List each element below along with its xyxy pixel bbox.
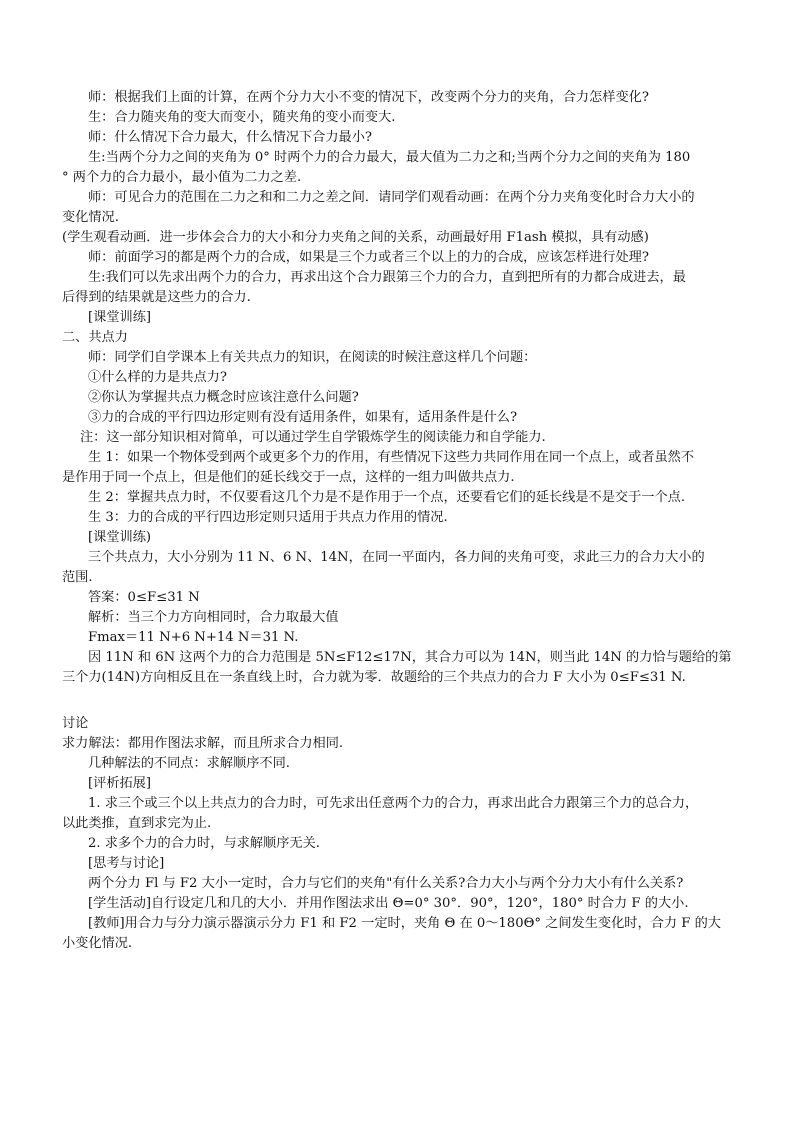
text-line: ③力的合成的平行四边形定则有没有适用条件，如果有，适用条件是什么? bbox=[88, 410, 518, 425]
text-line: [评析拓展] bbox=[88, 776, 152, 791]
text-line: 解析：当三个力方向相同时，合力取最大值 bbox=[88, 610, 339, 625]
text-line: 三个共点力，大小分别为 11 N、6 N、14N，在同一平面内，各力间的夹角可变，求此三力的合力大小的 bbox=[88, 550, 705, 565]
text-line: 后得到的结果就是这些力的合力. bbox=[62, 290, 251, 305]
text-line: [课堂训练) bbox=[88, 530, 152, 545]
text-line: Fmax＝11 N+6 N+14 N＝31 N. bbox=[88, 630, 299, 645]
text-line: 讨论 bbox=[62, 716, 89, 731]
text-line: ②你认为掌握共点力概念时应该注意什么问题? bbox=[88, 390, 359, 405]
text-line: 师：可见合力的范围在二力之和和二力之差之间．请同学们观看动画：在两个分力夹角变化时合力大小的 bbox=[88, 190, 695, 205]
text-line: 变化情况. bbox=[62, 210, 119, 225]
text-line: 以此类推，直到求完为止. bbox=[62, 816, 212, 831]
text-line: 两个分力 Fl 与 F2 大小一定时，合力与它们的夹角"有什么关系?合力大小与两个分力大小有什么关系? bbox=[88, 876, 684, 891]
text-line: 范围. bbox=[62, 570, 93, 585]
text-line: [学生活动]自行设定几和几的大小．并用作图法求出 Θ=0° 30°．90°，120°，180° 时合力 F 的大小. bbox=[88, 896, 689, 911]
text-line: 三个力(14N)方向相反且在一条直线上时，合力就为零．故题给的三个共点力的合力 F 大小为 0≤F≤31 N. bbox=[62, 670, 686, 685]
paragraph-gap bbox=[62, 688, 740, 714]
text-line: 二、共点力 bbox=[62, 330, 128, 345]
text-line: [思考与讨论] bbox=[88, 856, 165, 871]
text-line: 求力解法：都用作图法求解，而且所求合力相同. bbox=[62, 736, 344, 751]
text-line: 是作用于同一个点上，但是他们的延长线交于一点，这样的一组力叫做共点力. bbox=[62, 470, 515, 485]
text-line: 答案：0≤F≤31 N bbox=[88, 590, 200, 605]
text-line: 生：合力随夹角的变大而变小，随夹角的变小而变大. bbox=[88, 110, 396, 125]
text-line: 师：同学们自学课本上有关共点力的知识，在阅读的时候注意这样几个问题： bbox=[88, 350, 537, 365]
text-line: ①什么样的力是共点力? bbox=[88, 370, 227, 385]
text-line: 小变化情况. bbox=[62, 936, 133, 951]
text-line: 师：前面学习的都是两个力的合成，如果是三个力或者三个以上的力的合成，应该怎样进行处理? bbox=[88, 250, 649, 265]
text-line: ° 两个力的合力最小，最小值为二力之差. bbox=[62, 170, 302, 185]
text-line: 生 3：力的合成的平行四边形定则只适用于共点力作用的情况. bbox=[88, 510, 448, 525]
text-line: 几种解法的不同点：求解顺序不同. bbox=[88, 756, 291, 771]
text-line: [课堂训练] bbox=[88, 310, 152, 325]
document-body bbox=[62, 88, 740, 954]
text-line: [教师]用合力与分力演示器演示分力 F1 和 F2 一定时，夹角 Θ 在 0～180Θ° 之间发生变化时，合力 F 的大 bbox=[88, 916, 721, 931]
text-line: 生:我们可以先求出两个力的合力，再求出这个合力跟第三个力的合力，直到把所有的力都合成进去，最 bbox=[88, 270, 686, 285]
text-line: 1. 求三个或三个以上共点力的合力时，可先求出任意两个力的合力，再求出此合力跟第三个力的总合力， bbox=[88, 796, 699, 811]
text-line: 师：根据我们上面的计算，在两个分力大小不变的情况下，改变两个分力的夹角，合力怎样变化? bbox=[88, 90, 649, 105]
text-line: 师：什么情况下合力最大，什么情况下合力最小? bbox=[88, 130, 373, 145]
text-line: 注：这一部分知识相对简单，可以通过学生自学锻炼学生的阅读能力和自学能力. bbox=[80, 430, 546, 445]
text-line: 生 2：掌握共点力时，不仅要看这几个力是不是作用于一个点，还要看它们的延长线是不是交于一个点. bbox=[88, 490, 686, 505]
text-line: (学生观看动画．进一步体会合力的大小和分力夹角之间的关系，动画最好用 F1ash 模拟，具有动感) bbox=[62, 230, 649, 245]
text-line: 因 11N 和 6N 这两个力的合力范围是 5N≤F12≤17N，其合力可以为 14N，则当此 14N 的力恰与题给的第 bbox=[88, 650, 732, 665]
text-line: 生:当两个分力之间的夹角为 0° 时两个力的合力最大，最大值为二力之和;当两个分力之间的夹角为 180 bbox=[88, 150, 691, 165]
text-line: 生 1：如果一个物体受到两个或更多个力的作用，有些情况下这些力共同作用在同一个点上，或者虽然不 bbox=[88, 450, 695, 465]
text-line: 2. 求多个力的合力时，与求解顺序无关. bbox=[88, 836, 320, 851]
